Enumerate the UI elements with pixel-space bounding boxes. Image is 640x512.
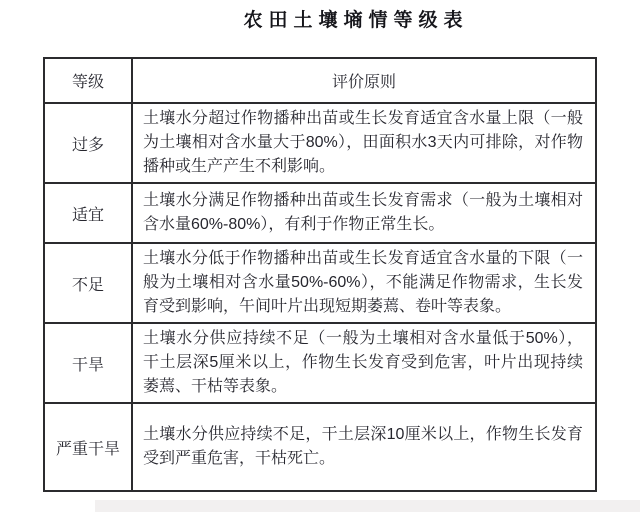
table-row <box>44 323 596 403</box>
soil-moisture-grade-table <box>43 57 597 492</box>
principle-cell: 土壤水分低于作物播种出苗或生长发育适宜含水量的下限（一般为土壤相对含水量50%-60%），不能满足作物需求，生长发育受到影响，午间叶片出现短期萎蔫、卷叶等表象。 <box>132 243 596 323</box>
principle-cell: 土壤水分超过作物播种出苗或生长发育适宜含水量上限（一般为土壤相对含水量大于80%），田面积水3天内可排除，对作物播种或生产产生不利影响。 <box>132 103 596 183</box>
page-title: 农田土壤墒情等级表 <box>243 10 469 31</box>
grade-cell: 过多 <box>44 103 132 183</box>
grade-cell: 干旱 <box>44 323 132 403</box>
header-grade: 等级 <box>44 58 132 103</box>
table-row <box>44 183 596 243</box>
header-principle: 评价原则 <box>132 58 596 103</box>
table-row <box>44 403 596 491</box>
scan-artifact <box>95 500 640 512</box>
table-row <box>44 243 596 323</box>
principle-cell: 土壤水分满足作物播种出苗或生长发育需求（一般为土壤相对含水量60%-80%），有利于作物正常生长。 <box>132 183 596 243</box>
table-row <box>44 103 596 183</box>
table-header-row <box>44 58 596 103</box>
grade-cell: 适宜 <box>44 183 132 243</box>
grade-cell: 不足 <box>44 243 132 323</box>
principle-cell: 土壤水分供应持续不足，干土层深10厘米以上，作物生长发育受到严重危害，干枯死亡。 <box>132 403 596 491</box>
grade-cell: 严重干旱 <box>44 403 132 491</box>
principle-cell: 土壤水分供应持续不足（一般为土壤相对含水量低于50%），干土层深5厘米以上，作物生长发育受到危害，叶片出现持续萎蔫、干枯等表象。 <box>132 323 596 403</box>
